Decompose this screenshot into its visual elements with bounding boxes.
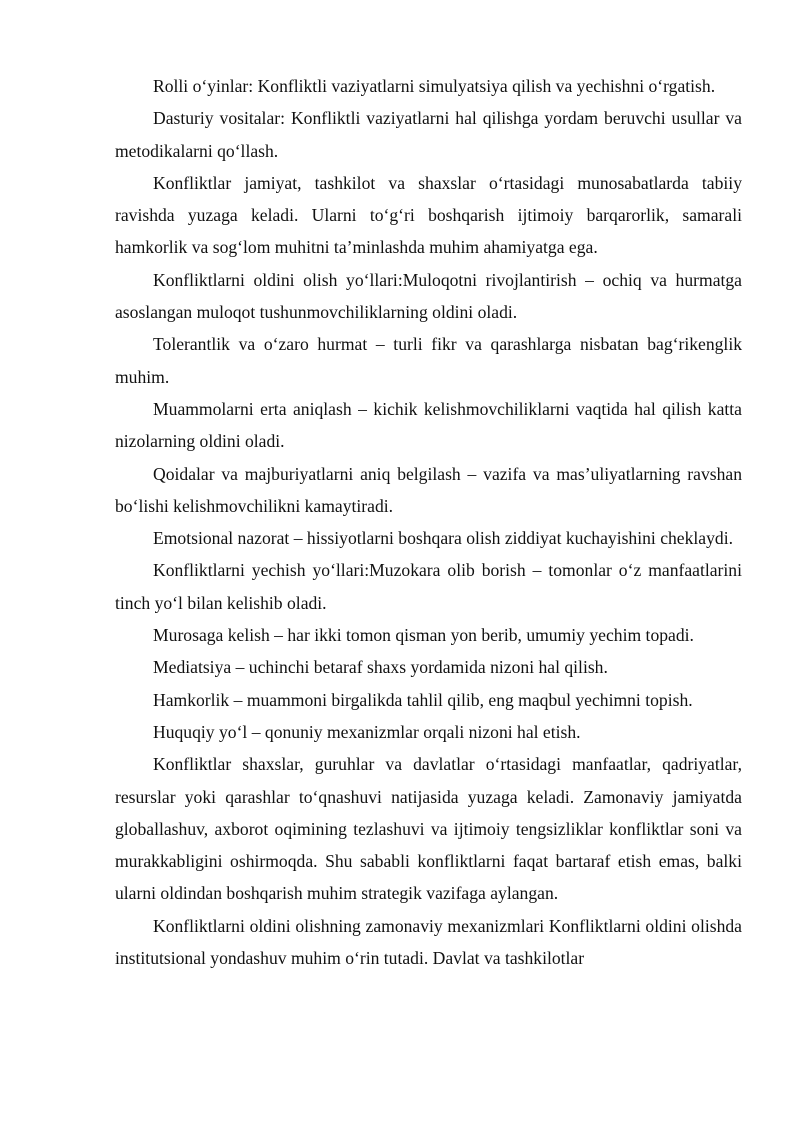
paragraph-emotional-control: Emotsional nazorat – hissiyotlarni boshqara olish ziddiyat kuchayishini cheklaydi. (153, 528, 733, 549)
paragraph-rules-obligations: Qoidalar va majburiyatlarni aniq belgilash – vazifa va mas’uliyatlarning ravshan bo‘lishi kelishmovchilikni kamaytiradi. (115, 463, 742, 516)
paragraph-cooperation: Hamkorlik – muammoni birgalikda tahlil qilib, eng maqbul yechimni topish. (153, 689, 693, 710)
paragraph-prevention-communication: Konfliktlarni oldini olish yo‘llari:Muloqotni rivojlantirish – ochiq va hurmatga asoslangan muloqot tushunmovchiliklarning oldini oladi. (115, 269, 742, 323)
paragraph-software-tools: Dasturiy vositalar: Konfliktli vaziyatlarni hal qilishga yordam beruvchi usullar va metodikalarni qo‘llash. (115, 108, 742, 161)
paragraph-resolution-negotiation: Konfliktlarni yechish yo‘llari:Muzokara olib borish – tomonlar o‘z manfaatlarini tinch yo‘l bilan kelishib oladi. (115, 560, 742, 613)
document-page (115, 70, 742, 974)
paragraph-mediation: Mediatsiya – uchinchi betaraf shaxs yordamida nizoni hal qilish. (153, 657, 608, 678)
paragraph-tolerance: Tolerantlik va o‘zaro hurmat – turli fikr va qarashlarga nisbatan bag‘rikenglik muhim. (115, 334, 742, 387)
paragraph-conflict-intro: Konfliktlar jamiyat, tashkilot va shaxslar o‘rtasidagi munosabatlarda tabiiy ravishda yuzaga keladi. Ularni to‘g‘ri boshqarish ijtimoiy barqarorlik, samarali hamkorlik va sog‘lom muhitni ta’minlashda muhim ahamiyatga ega. (115, 172, 742, 258)
paragraph-legal-way: Huquqiy yo‘l – qonuniy mexanizmlar orqali nizoni hal etish. (153, 721, 581, 742)
paragraph-conflict-causes: Konfliktlar shaxslar, guruhlar va davlatlar o‘rtasidagi manfaatlar, qadriyatlar, resurslar yoki qarashlar to‘qnashuvi natijasida yuzaga keladi. Zamonaviy jamiyatda globallashuv, axborot oqimining tezlashuvi va ijtimoiy tengsizliklar konfliktlar soni va murakkabligini oshirmoqda. Shu sababli konfliktlarni faqat bartaraf etish emas, balki ularni oldindan boshqarish muhim strategik vazifaga aylangan. (115, 754, 742, 904)
paragraph-modern-mechanisms: Konfliktlarni oldini olishning zamonaviy mexanizmlari Konfliktlarni oldini olishda institutsional yondashuv muhim o‘rin tutadi. Davlat va tashkilotlar (115, 915, 742, 969)
paragraph-role-play: Rolli o‘yinlar: Konfliktli vaziyatlarni simulyatsiya qilish va yechishni o‘rgatish. (153, 76, 716, 96)
paragraph-early-detection: Muammolarni erta aniqlash – kichik kelishmovchiliklarni vaqtida hal qilish katta nizolarning oldini oladi. (115, 398, 742, 452)
paragraph-compromise: Murosaga kelish – har ikki tomon qisman yon berib, umumiy yechim topadi. (153, 625, 694, 646)
